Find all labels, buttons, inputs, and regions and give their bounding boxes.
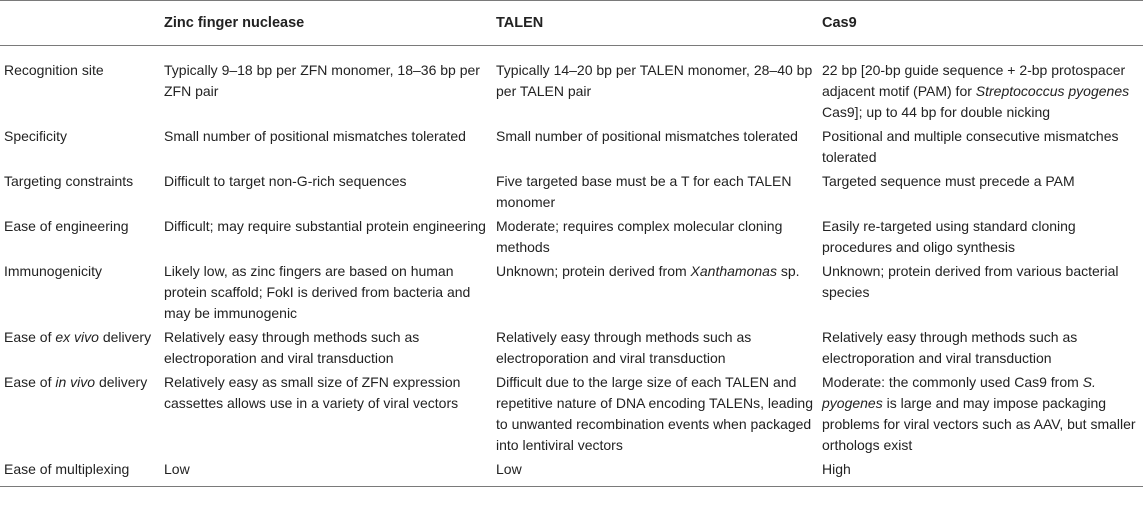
row-label-italic: in vivo xyxy=(55,374,96,390)
table-row xyxy=(0,456,1143,487)
table-row xyxy=(0,168,1143,213)
row-label-text-b: delivery xyxy=(95,374,148,390)
row-label-italic: ex vivo xyxy=(55,329,99,345)
header-row xyxy=(0,1,1143,46)
row-label: Immunogenicity xyxy=(4,263,103,279)
cell-cas9-text-a: Moderate: the commonly used Cas9 from xyxy=(822,374,1083,390)
cell-cas9 xyxy=(818,46,1143,124)
cell-cas9-text-b: is large and may impose packaging problems for viral vectors such as AAV, but smaller orthologs exist xyxy=(822,395,1136,453)
cell-zfn: Relatively easy through methods such as electroporation and viral transduction xyxy=(164,329,420,366)
header-talen: TALEN xyxy=(492,1,818,46)
cell-talen-text-b: sp. xyxy=(776,263,800,279)
header-row-label xyxy=(0,1,160,46)
cell-talen: Low xyxy=(492,456,818,487)
cell-zfn: Difficult to target non-G-rich sequences xyxy=(164,173,407,189)
cell-cas9: High xyxy=(818,456,1143,487)
row-label: Recognition site xyxy=(4,62,104,78)
row-label-text-b: delivery xyxy=(98,329,152,345)
table-row xyxy=(0,369,1143,456)
table-row xyxy=(0,46,1143,124)
header-zfn: Zinc finger nuclease xyxy=(160,1,492,46)
row-label: Ease of engineering xyxy=(4,218,129,234)
cell-talen: Small number of positional mismatches tolerated xyxy=(496,128,798,144)
cell-talen-italic: Xanthamonas xyxy=(690,263,777,279)
cell-talen: Difficult due to the large size of each TALEN and repetitive nature of DNA encoding TALENs, leading to unwanted recombination events when packaged into lentiviral vectors xyxy=(496,374,814,453)
table-row xyxy=(0,324,1143,369)
row-label-text-a: Ease of xyxy=(4,329,56,345)
table-row xyxy=(0,213,1143,258)
cell-cas9-italic: S. pyogenes xyxy=(822,374,1096,411)
cell-talen: Typically 14–20 bp per TALEN monomer, 28–40 bp per TALEN pair xyxy=(496,62,813,99)
row-label: Targeting constraints xyxy=(4,173,134,189)
row-label: Ease of multiplexing xyxy=(0,456,160,487)
cell-cas9 xyxy=(818,369,1143,456)
cell-zfn: Low xyxy=(160,456,492,487)
cell-cas9: Relatively easy through methods such as electroporation and viral transduction xyxy=(822,329,1078,366)
table-row xyxy=(0,258,1143,324)
cell-talen: Five targeted base must be a T for each TALEN monomer xyxy=(496,173,792,210)
row-label xyxy=(0,369,160,456)
cell-talen xyxy=(492,258,818,324)
cell-zfn: Small number of positional mismatches tolerated xyxy=(164,128,466,144)
cell-zfn: Relatively easy as small size of ZFN expression cassettes allows use in a variety of viral vectors xyxy=(164,374,461,411)
row-label xyxy=(0,324,160,369)
cell-talen: Moderate; requires complex molecular cloning methods xyxy=(496,218,783,255)
cell-cas9: Easily re-targeted using standard cloning procedures and oligo synthesis xyxy=(822,218,1076,255)
cell-zfn: Typically 9–18 bp per ZFN monomer, 18–36 bp per ZFN pair xyxy=(164,62,480,99)
cell-cas9-italic: Streptococcus pyogenes xyxy=(975,83,1130,99)
cell-cas9: Positional and multiple consecutive mismatches tolerated xyxy=(822,128,1119,165)
row-label: Specificity xyxy=(4,128,68,144)
cell-cas9-text-b: Cas9]; up to 44 bp for double nicking xyxy=(822,104,1051,120)
header-cas9: Cas9 xyxy=(818,1,1143,46)
cell-zfn: Difficult; may require substantial protein engineering xyxy=(164,218,486,234)
cell-talen-text-a: Unknown; protein derived from xyxy=(496,263,691,279)
cell-talen: Relatively easy through methods such as electroporation and viral transduction xyxy=(496,329,752,366)
row-label-text-a: Ease of xyxy=(4,374,56,390)
cell-cas9: Unknown; protein derived from various bacterial species xyxy=(822,263,1119,300)
cell-cas9-text-a: 22 bp [20-bp guide sequence + 2-bp protospacer adjacent motif (PAM) for xyxy=(822,62,1126,99)
cell-cas9: Targeted sequence must precede a PAM xyxy=(822,173,1075,189)
table-row xyxy=(0,123,1143,168)
cell-zfn: Likely low, as zinc fingers are based on human protein scaffold; FokI is derived from bacteria and may be immunogenic xyxy=(164,263,471,321)
